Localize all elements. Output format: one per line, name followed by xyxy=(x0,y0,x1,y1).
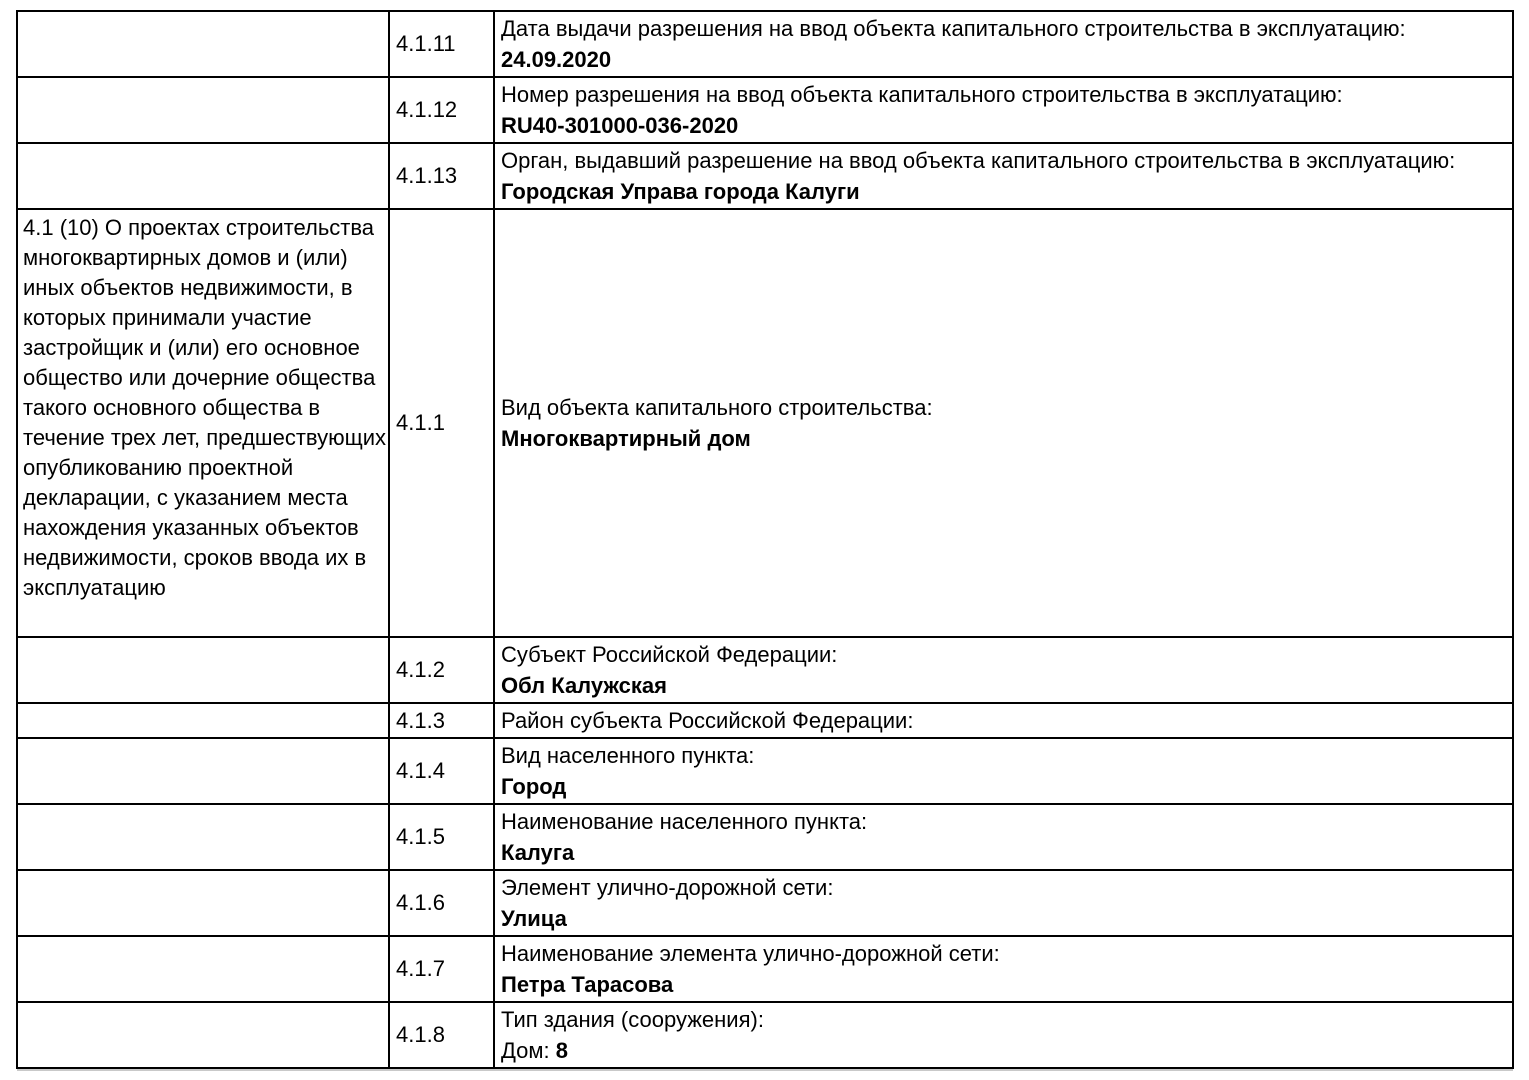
field-label: Субъект Российской Федерации: xyxy=(501,642,838,667)
field-value xyxy=(501,969,1508,1000)
row-number-cell: 4.1.12 xyxy=(389,77,494,143)
field-cell xyxy=(494,1002,1513,1068)
row-number-cell: 4.1.11 xyxy=(389,11,494,77)
field-value xyxy=(501,176,1508,207)
table-row xyxy=(17,936,1513,1002)
row-number-cell: 4.1.3 xyxy=(389,703,494,738)
field-cell xyxy=(494,11,1513,77)
section-description-cell xyxy=(17,1002,389,1068)
field-value-text: Обл Калужская xyxy=(501,673,667,698)
declaration-table-body xyxy=(17,11,1513,1068)
row-number-cell: 4.1.7 xyxy=(389,936,494,1002)
field-cell xyxy=(494,637,1513,703)
field-label: Вид объекта капитального строительства: xyxy=(501,395,933,420)
field-value-prefix: Дом: xyxy=(501,1038,556,1063)
field-value-text: Калуга xyxy=(501,840,575,865)
section-description-cell xyxy=(17,804,389,870)
section-description-cell xyxy=(17,870,389,936)
field-cell xyxy=(494,738,1513,804)
field-value xyxy=(501,771,1508,802)
field-label: Район субъекта Российской Федерации: xyxy=(501,708,914,733)
table-row xyxy=(17,1002,1513,1068)
section-description-cell xyxy=(17,703,389,738)
section-description-cell xyxy=(17,77,389,143)
field-cell xyxy=(494,143,1513,209)
section-description-text: 4.1 (10) О проектах строительства многоквартирных домов и (или) иных объектов недвижимости, в которых принимали участие застройщик и (или) его основное общество или дочерние общества такого основного общества в течение трех лет, предшествующих опубликованию проектной декларации, с указанием места нахождения указанных объектов недвижимости, сроков ввода их в эксплуатацию xyxy=(23,215,386,600)
field-cell xyxy=(494,804,1513,870)
field-value xyxy=(501,44,1508,75)
table-row xyxy=(17,209,1513,637)
table-row xyxy=(17,143,1513,209)
field-value-text: 24.09.2020 xyxy=(501,47,612,72)
table-row xyxy=(17,870,1513,936)
field-cell xyxy=(494,703,1513,738)
field-value-text: Улица xyxy=(501,906,567,931)
field-label: Номер разрешения на ввод объекта капитального строительства в эксплуатацию: xyxy=(501,82,1343,107)
field-cell xyxy=(494,77,1513,143)
row-number-cell: 4.1.2 xyxy=(389,637,494,703)
field-value-text: Городская Управа города Калуги xyxy=(501,179,860,204)
section-description-cell xyxy=(17,209,389,637)
table-row xyxy=(17,11,1513,77)
table-row xyxy=(17,804,1513,870)
field-value xyxy=(501,903,1508,934)
project-declaration-table xyxy=(16,10,1514,1069)
section-description-cell xyxy=(17,11,389,77)
row-number-cell: 4.1.1 xyxy=(389,209,494,637)
table-row xyxy=(17,77,1513,143)
field-value-text: Город xyxy=(501,774,567,799)
field-label: Тип здания (сооружения): xyxy=(501,1007,764,1032)
field-cell xyxy=(494,209,1513,637)
field-label: Дата выдачи разрешения на ввод объекта капитального строительства в эксплуатацию: xyxy=(501,16,1406,41)
field-value-text: Многоквартирный дом xyxy=(501,426,751,451)
field-label: Вид населенного пункта: xyxy=(501,743,755,768)
field-label: Элемент улично-дорожной сети: xyxy=(501,875,834,900)
table-row xyxy=(17,738,1513,804)
field-value-text: 8 xyxy=(555,1038,568,1063)
table-row xyxy=(17,637,1513,703)
field-label: Наименование населенного пункта: xyxy=(501,809,868,834)
section-description-cell xyxy=(17,637,389,703)
field-label: Орган, выдавший разрешение на ввод объекта капитального строительства в эксплуатацию: xyxy=(501,148,1456,173)
field-value xyxy=(501,1035,1508,1066)
row-number-cell: 4.1.6 xyxy=(389,870,494,936)
field-value xyxy=(501,110,1508,141)
field-label: Наименование элемента улично-дорожной сети: xyxy=(501,941,1000,966)
field-value xyxy=(501,423,1508,454)
field-value xyxy=(501,837,1508,868)
section-description-cell xyxy=(17,143,389,209)
field-value xyxy=(501,670,1508,701)
field-value-text: Петра Тарасова xyxy=(501,972,674,997)
row-number-cell: 4.1.5 xyxy=(389,804,494,870)
row-number-cell: 4.1.4 xyxy=(389,738,494,804)
section-description-cell xyxy=(17,738,389,804)
row-number-cell: 4.1.8 xyxy=(389,1002,494,1068)
row-number-cell: 4.1.13 xyxy=(389,143,494,209)
field-cell xyxy=(494,936,1513,1002)
field-value-text: RU40-301000-036-2020 xyxy=(501,113,739,138)
table-row xyxy=(17,703,1513,738)
field-cell xyxy=(494,870,1513,936)
section-description-cell xyxy=(17,936,389,1002)
